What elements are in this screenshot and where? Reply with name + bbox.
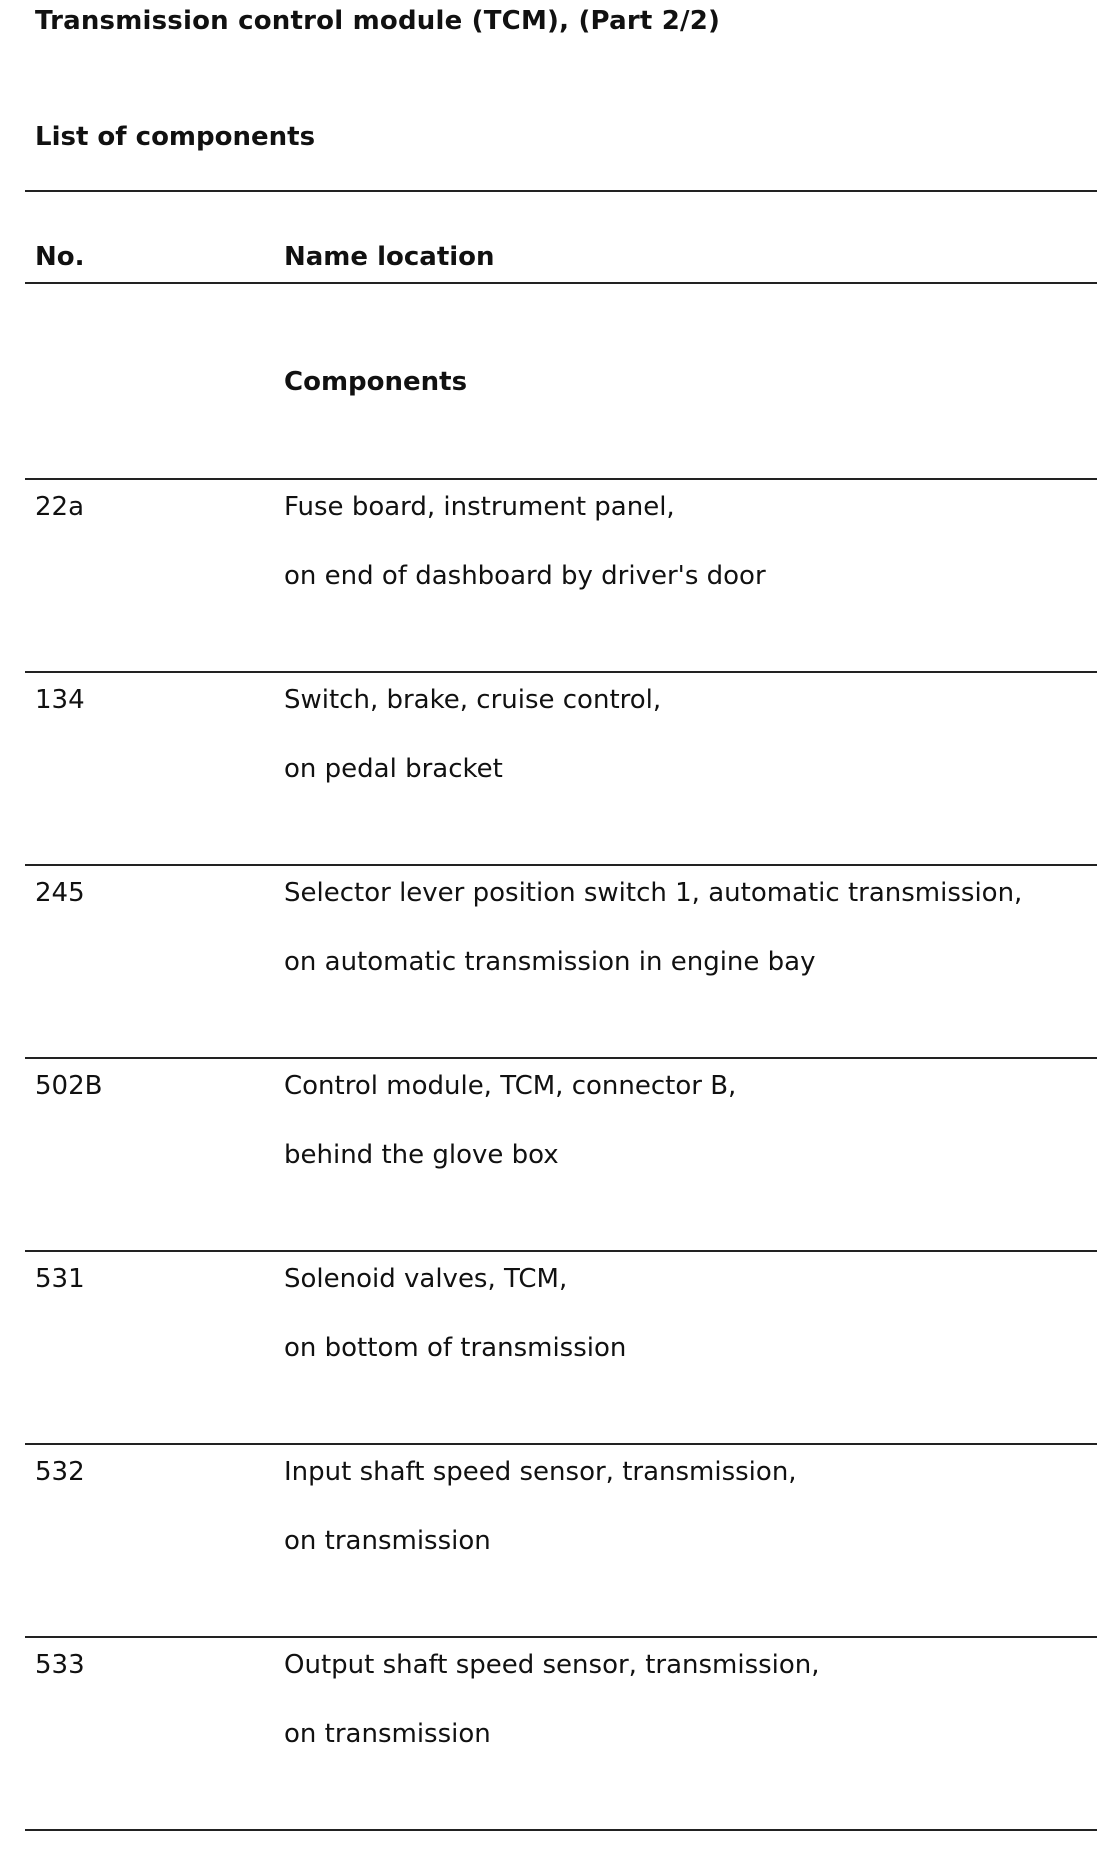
section-heading-components: Components [284,367,468,397]
row-divider [25,671,1097,673]
header-bottom-rule [25,282,1097,284]
table-bottom-rule [25,1829,1097,1831]
row-number: 134 [35,685,85,715]
row-location: behind the glove box [284,1140,559,1170]
table-top-rule [25,190,1097,192]
row-name: Fuse board, instrument panel, [284,492,675,522]
row-divider [25,1250,1097,1252]
row-location: on transmission [284,1719,491,1749]
row-number: 531 [35,1264,85,1294]
row-divider [25,1057,1097,1059]
row-location: on transmission [284,1526,491,1556]
row-number: 532 [35,1457,85,1487]
row-divider [25,478,1097,480]
row-name: Switch, brake, cruise control, [284,685,662,715]
list-heading: List of components [35,122,316,152]
row-location: on automatic transmission in engine bay [284,947,816,977]
row-name: Control module, TCM, connector B, [284,1071,737,1101]
row-number: 22a [35,492,85,522]
row-divider [25,864,1097,866]
row-location: on pedal bracket [284,754,503,784]
row-name: Input shaft speed sensor, transmission, [284,1457,797,1487]
row-divider [25,1443,1097,1445]
row-location: on bottom of transmission [284,1333,627,1363]
row-divider [25,1636,1097,1638]
row-name: Selector lever position switch 1, automatic transmission, [284,878,1023,908]
column-header-name-location: Name location [284,242,495,272]
column-header-no: No. [35,242,85,272]
row-number: 245 [35,878,85,908]
row-name: Output shaft speed sensor, transmission, [284,1650,820,1680]
row-name: Solenoid valves, TCM, [284,1264,568,1294]
document-title: Transmission control module (TCM), (Part 2/2) [35,6,721,36]
row-location: on end of dashboard by driver's door [284,561,766,591]
row-number: 502B [35,1071,103,1101]
row-number: 533 [35,1650,85,1680]
